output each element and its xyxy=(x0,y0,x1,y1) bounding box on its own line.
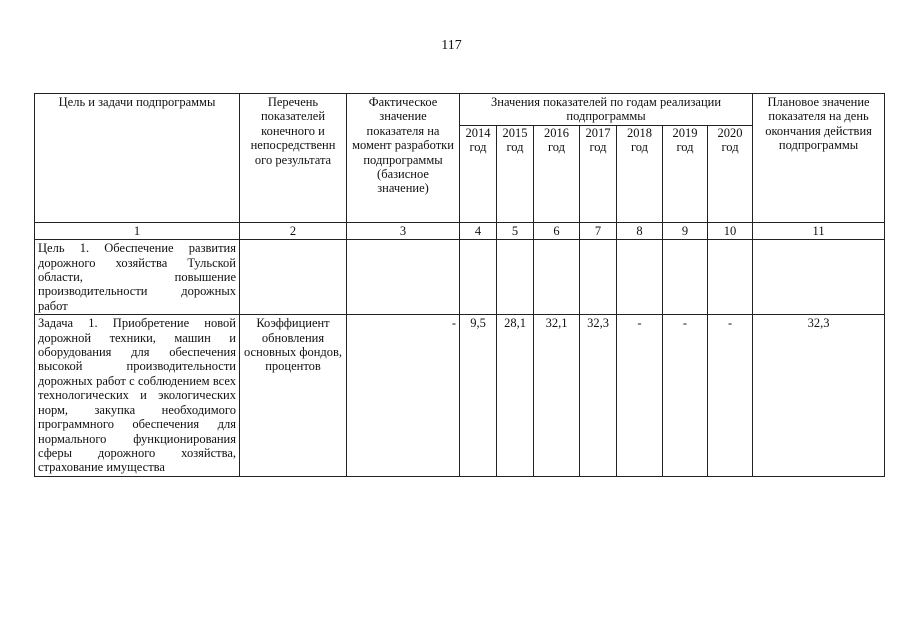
column-number: 4 xyxy=(460,222,497,239)
planned-cell: 32,3 xyxy=(753,315,885,476)
column-number: 8 xyxy=(617,222,663,239)
header-year-2014: 2014 год xyxy=(460,125,497,222)
year-value-cell: - xyxy=(663,315,708,476)
year-value-cell: 9,5 xyxy=(460,315,497,476)
year-value-cell: - xyxy=(617,315,663,476)
page-number: 117 xyxy=(441,38,462,53)
year-value-cell xyxy=(580,240,617,315)
column-numbers-row xyxy=(35,222,885,239)
indicator-cell: Коэффициент обновления основных фондов, процентов xyxy=(240,315,347,476)
table-row xyxy=(35,315,885,476)
header-years-group: Значения показателей по годам реализации подпрограммы xyxy=(460,94,753,126)
header-actual: Фактическое значение показателя на момент разработки подпрограммы (базисное значение) xyxy=(347,94,460,223)
goal-cell: Цель 1. Обеспечение развития дорожного хозяйства Тульской области, повышение производительности дорожных работ xyxy=(35,240,240,315)
column-number: 6 xyxy=(534,222,580,239)
year-value-cell: 28,1 xyxy=(497,315,534,476)
year-value-cell: 32,1 xyxy=(534,315,580,476)
year-value-cell xyxy=(497,240,534,315)
header-row xyxy=(35,94,885,126)
year-value-cell: - xyxy=(708,315,753,476)
header-year-2020: 2020 год xyxy=(708,125,753,222)
actual-cell xyxy=(347,240,460,315)
year-value-cell xyxy=(617,240,663,315)
indicators-table xyxy=(34,93,885,477)
column-number: 5 xyxy=(497,222,534,239)
header-planned: Плановое значение показателя на день окончания действия подпрограммы xyxy=(753,94,885,223)
year-value-cell xyxy=(708,240,753,315)
table-row xyxy=(35,240,885,315)
header-indicators: Перечень показателей конечного и непосредственн ого результата xyxy=(240,94,347,223)
year-value-cell xyxy=(460,240,497,315)
column-number: 3 xyxy=(347,222,460,239)
header-year-2019: 2019 год xyxy=(663,125,708,222)
column-number: 10 xyxy=(708,222,753,239)
goal-cell: Задача 1. Приобретение новой дорожной техники, машин и оборудования для обеспечения высокой производительности дорожных работ с соблюдением всех технологических и экологических норм, закупка необходимого программного обеспечения для нормального функционирования сферы дорожного хозяйства, страхование имущества xyxy=(35,315,240,476)
header-year-2018: 2018 год xyxy=(617,125,663,222)
planned-cell xyxy=(753,240,885,315)
column-number: 1 xyxy=(35,222,240,239)
header-year-2017: 2017 год xyxy=(580,125,617,222)
column-number: 11 xyxy=(753,222,885,239)
header-goal: Цель и задачи подпрограммы xyxy=(35,94,240,223)
indicator-cell xyxy=(240,240,347,315)
column-number: 7 xyxy=(580,222,617,239)
actual-cell: - xyxy=(347,315,460,476)
year-value-cell: 32,3 xyxy=(580,315,617,476)
header-year-2016: 2016 год xyxy=(534,125,580,222)
column-number: 2 xyxy=(240,222,347,239)
header-year-2015: 2015 год xyxy=(497,125,534,222)
column-number: 9 xyxy=(663,222,708,239)
year-value-cell xyxy=(663,240,708,315)
year-value-cell xyxy=(534,240,580,315)
